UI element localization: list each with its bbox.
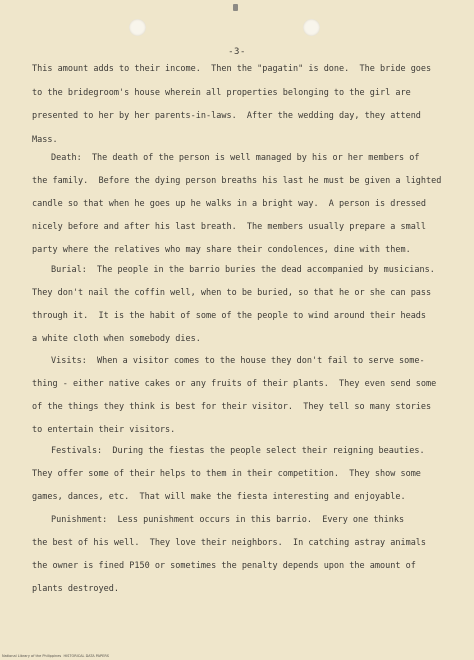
- text-line: thing - either native cakes or any fruits of their plants. They even send some: [32, 379, 437, 389]
- text-line: Visits: When a visitor comes to the house they don't fail to serve some-: [51, 356, 425, 366]
- text-line: This amount adds to their income. Then the "pagatin" is done. The bride goes: [32, 64, 432, 74]
- text-line: plants destroyed.: [32, 584, 119, 594]
- footer-attribution: National Library of the Philippines HISTORICAL DATA PAPERS: [2, 654, 110, 658]
- text-line: presented to her by her parents-in-laws. After the wedding day, they attend: [32, 111, 421, 121]
- text-line: They don't nail the coffin well, when to be buried, so that he or she can pass: [32, 288, 432, 298]
- staple-clip: [233, 4, 238, 11]
- text-line: Punishment: Less punishment occurs in this barrio. Every one thinks: [51, 515, 405, 525]
- text-line: to the bridegroom's house wherein all properties belonging to the girl are: [32, 88, 411, 98]
- text-line: the owner is fined P150 or sometimes the penalty depends upon the amount of: [32, 561, 416, 571]
- text-line: nicely before and after his last breath. The members usually prepare a small: [32, 222, 427, 232]
- page-number: -3-: [228, 47, 246, 57]
- text-line: Festivals: During the fiestas the people select their reigning beauties.: [51, 446, 425, 456]
- text-line: party where the relatives who may share their condolences, dine with them.: [32, 245, 411, 255]
- text-line: Death: The death of the person is well managed by his or her members of: [51, 153, 420, 163]
- punch-hole-right: [303, 19, 320, 36]
- text-line: candle so that when he goes up he walks in a bright way. A person is dressed: [32, 199, 427, 209]
- text-line: the best of his well. They love their neighbors. In catching astray animals: [32, 538, 427, 548]
- text-line: to entertain their visitors.: [32, 425, 176, 435]
- text-line: the family. Before the dying person breaths his last he must be given a lighted: [32, 176, 442, 186]
- text-line: games, dances, etc. That will make the fiesta interesting and enjoyable.: [32, 492, 406, 502]
- text-line: a white cloth when somebody dies.: [32, 334, 201, 344]
- text-line: Mass.: [32, 135, 58, 145]
- punch-hole-left: [129, 19, 146, 36]
- text-line: through it. It is the habit of some of the people to wind around their heads: [32, 311, 427, 321]
- text-line: Burial: The people in the barrio buries the dead accompanied by musicians.: [51, 265, 435, 275]
- text-line: of the things they think is best for their visitor. They tell so many stories: [32, 402, 432, 412]
- text-line: They offer some of their helps to them in their competition. They show some: [32, 469, 421, 479]
